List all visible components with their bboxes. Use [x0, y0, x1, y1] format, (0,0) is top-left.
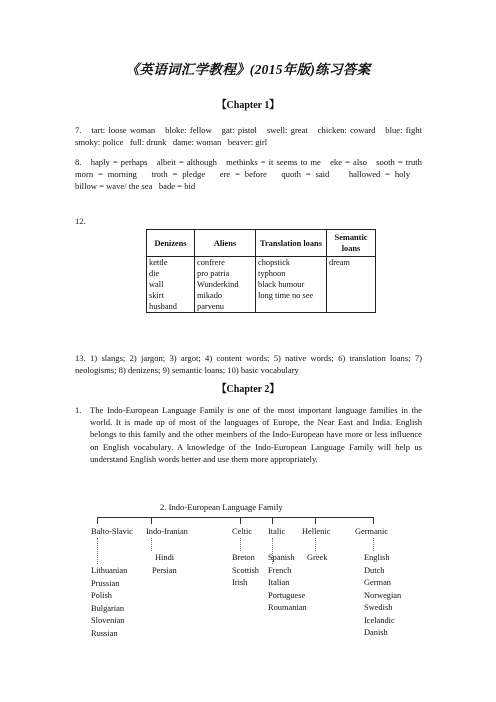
branch-celtic: Celtic	[232, 527, 253, 536]
branch-connector	[373, 517, 374, 524]
list-item: Slovenian	[91, 616, 125, 625]
list-item: English	[364, 553, 390, 562]
list-item: Swedish	[364, 603, 393, 612]
balto-slavic-languages	[91, 565, 127, 640]
branch-hellenic: Hellenic	[302, 527, 331, 536]
list-item: Bulgarian	[91, 603, 125, 613]
question-8: 8. haply = perhaps albeit = although methinks = it seems to me eke = also sooth = truth morn = morning troth = pledge ere = before quoth = said hallowed = holy billow = wave/ the sea bade = bid	[75, 157, 422, 192]
tree-title: 2. Indo-European Language Family	[160, 502, 283, 512]
list-item: Irish	[232, 578, 248, 587]
list-item: Danish	[364, 628, 388, 637]
germanic-languages	[364, 552, 401, 640]
branch-connector	[151, 517, 152, 524]
dotted-connector	[373, 538, 374, 551]
branch-italic: Italic	[268, 527, 286, 536]
list-item: parvenu	[197, 302, 224, 311]
header-denizens: Denizens	[147, 230, 195, 257]
branch-balto-slavic: Balto-Slavic	[91, 527, 133, 536]
question-12-label: 12.	[75, 216, 86, 226]
branch-germanic: Germanic	[355, 527, 389, 536]
list-item: kettle	[149, 258, 168, 267]
list-item: Greek	[307, 553, 328, 562]
list-item: Spanish	[268, 553, 295, 562]
header-translation-loans: Translation loans	[256, 230, 327, 257]
list-item: Portuguese	[268, 590, 306, 600]
italic-languages	[268, 552, 307, 615]
list-item: dream	[329, 258, 350, 267]
list-item: Breton	[232, 553, 255, 562]
list-item: Polish	[91, 591, 112, 600]
list-item: Prussian	[91, 578, 120, 588]
list-item: skirt	[149, 291, 164, 300]
dotted-connector	[151, 538, 152, 551]
list-item: die	[149, 269, 160, 278]
document-title: 《英语词汇学教程》(2015年版)练习答案	[125, 62, 371, 77]
branch-connector	[97, 517, 98, 524]
list-item: Norwegian	[364, 590, 402, 600]
header-semantic-loans: Semantic loans	[327, 230, 376, 257]
list-item: mikado	[197, 291, 223, 300]
celtic-languages	[232, 552, 259, 590]
hellenic-languages	[307, 552, 327, 565]
list-item: pro patria	[197, 269, 230, 278]
dotted-connector	[240, 538, 241, 551]
list-item: Lithuanian	[91, 566, 128, 575]
question-13: 13. 1) slangs; 2) jargon; 3) argot; 4) content words; 5) native words; 6) translation loans; 7) neologisms; 8) denizens; 9) semantic loans; 10) basic vocabulary	[75, 353, 422, 376]
list-item: Wunderkind	[197, 280, 239, 289]
list-item: chopstick	[258, 258, 291, 267]
dotted-connector	[315, 538, 316, 551]
list-item: long time no see	[258, 291, 314, 300]
list-item: Icelandic	[364, 615, 395, 625]
list-item: Hindi	[155, 553, 175, 562]
list-item: typhoon	[258, 269, 286, 278]
question-7: 7. tart: loose woman bloke: fellow gat: pistol swell: great chicken: coward blue: fight smoky: police full: drunk dame: woman beaver: girl	[75, 125, 422, 148]
question-1-number: 1.	[75, 405, 82, 415]
list-item: Persian	[152, 565, 177, 575]
branch-connector	[272, 517, 273, 524]
indo-iranian-languages	[152, 552, 177, 577]
chapter-2-heading: 【Chapter 2】	[216, 384, 280, 395]
list-item: confrere	[197, 258, 225, 267]
branch-connector	[315, 517, 316, 524]
list-item: wall	[149, 280, 164, 289]
branch-connector	[240, 517, 241, 524]
list-item: German	[364, 578, 391, 587]
question-1-text: The Indo-European Language Family is one of the most important language families in the world. It is made up of most of the languages of Europe, the Near East and India. English belongs to this family and the other members of the Indo-European have more or less influence on English vocabulary. A knowledge of the Indo-European Language Family will help us understand English words better and use them more appropriately.	[90, 405, 422, 464]
tree-horizontal-line	[97, 517, 373, 518]
list-item: Italian	[268, 578, 290, 587]
list-item: Scottish	[232, 565, 259, 575]
list-item: Russian	[91, 628, 118, 638]
header-aliens: Aliens	[195, 230, 256, 257]
dotted-connector	[97, 538, 98, 564]
list-item: Roumanian	[268, 603, 307, 612]
list-item: husband	[149, 302, 177, 311]
list-item: French	[268, 565, 292, 575]
branch-indo-iranian: Indo-Iranian	[146, 527, 188, 536]
list-item: black humour	[258, 280, 305, 289]
list-item: Dutch	[364, 565, 385, 575]
chapter-1-heading: 【Chapter 1】	[216, 100, 280, 111]
